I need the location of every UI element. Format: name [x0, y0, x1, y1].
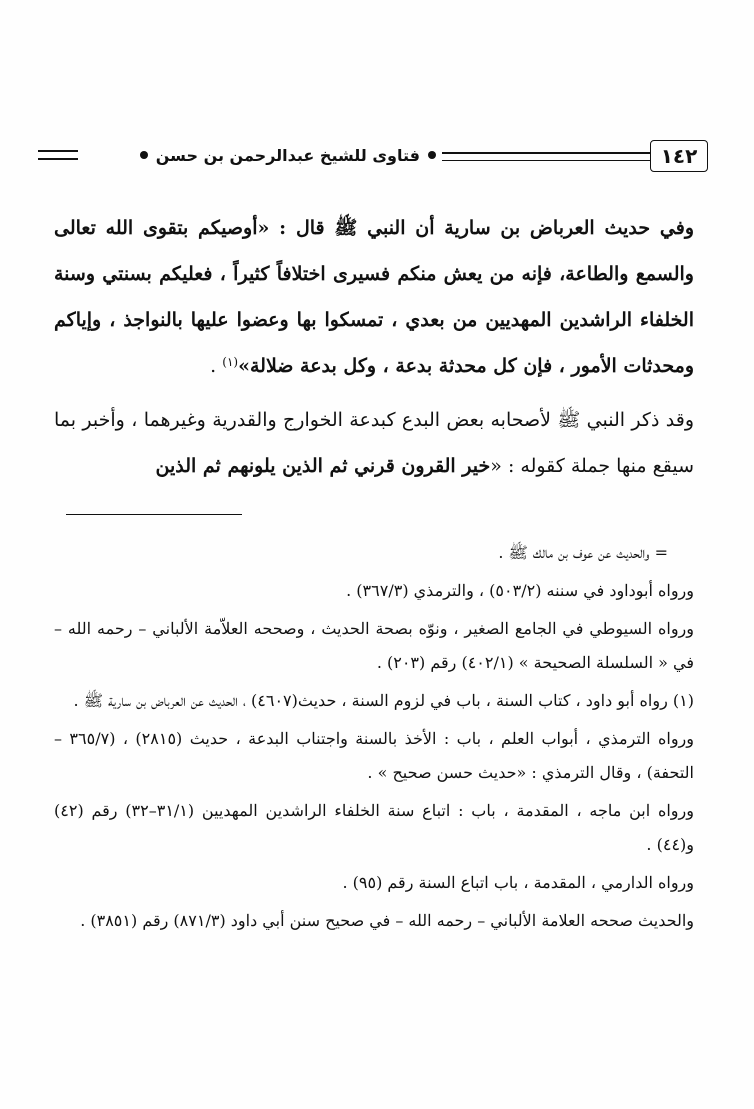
- footnote-line: ورواه أبوداود في سننه (٥٠٣/٢) ، والترمذي (٣٦٧/٣) .: [346, 581, 694, 600]
- header-title: فتاوى للشيخ عبدالرحمن بن حسن: [155, 145, 420, 165]
- main-text: [54, 205, 694, 489]
- paragraph-1: [54, 205, 694, 389]
- running-header: [38, 140, 708, 174]
- footnote-line: ورواه الدارمي ، المقدمة ، باب اتباع السنة رقم (٩٥) .: [342, 873, 694, 892]
- hadith-text-2: خير القرون قرني ثم الذين يلونهم ثم الذين: [155, 455, 491, 477]
- bullet-icon: [140, 151, 148, 159]
- paragraph-end: .: [210, 355, 223, 377]
- bullet-icon: [428, 151, 436, 159]
- footnote-line: والحديث صححه العلامة الألباني – رحمه الله – في صحيح سنن أبي داود (٨٧١/٣) رقم (٣٨٥١) .: [80, 911, 694, 930]
- footnote-ref: (١): [222, 355, 239, 369]
- footnotes: [54, 536, 694, 942]
- footnote-separator: [66, 514, 242, 515]
- paragraph-2: [54, 397, 694, 489]
- hadith-text: وفي حديث العرباض بن سارية أن النبي ﷺ قال : «أوصيكم بتقوى الله تعالى والسمع والطاعة، فإنه من يعش منكم فسيرى اختلافاً كثيراً ، فعليكم بسنتي وسنة الخلفاء الراشدين المهديين من بعدي ، تمسكوا بها وعضوا عليها بالنواجذ ، وإياكم ومحدثات الأمور ، فإن كل محدثة بدعة ، وكل بدعة ضلالة»: [54, 217, 694, 377]
- page-number: ١٤٢: [650, 140, 708, 172]
- header-rule-right: [442, 152, 650, 161]
- footnote-line: ورواه الترمذي ، أبواب العلم ، باب : الأخذ بالسنة واجتناب البدعة ، حديث (٢٨١٥) ، (٣٦٥/٧ – التحفة) ، وقال الترمذي : «حديث حسن صحيح » .: [54, 729, 695, 782]
- paragraph-2-text: وقد ذكر النبي ﷺ لأصحابه بعض البدع كبدعة الخوارج والقدرية وغيرهما ، وأخبر بما سيقع منها جملة كقوله : «: [54, 409, 694, 477]
- header-rule-left: [38, 150, 78, 160]
- footnote-line: ورواه ابن ماجه ، المقدمة ، باب : اتباع سنة الخلفاء الراشدين المهديين (٣١/١–٣٢) رقم (٤٢) و(٤٤) .: [54, 801, 694, 854]
- footnote-line: (١) رواه أبو داود ، كتاب السنة ، باب في لزوم السنة ، حديث(٤٦٠٧) ، الحديث عن العرباض بن سارية ﷺ .: [73, 691, 694, 710]
- footnote-line: ورواه السيوطي في الجامع الصغير ، ونوّه بصحة الحديث ، وصححه العلاّمة الألباني – رحمه الله – في « السلسلة الصحيحة » (٤٠٢/١) رقم (٢٠٣) .: [54, 619, 694, 672]
- footnote-line: = والحديث عن عوف بن مالك ﷺ .: [498, 543, 668, 562]
- header-title-group: [140, 140, 436, 170]
